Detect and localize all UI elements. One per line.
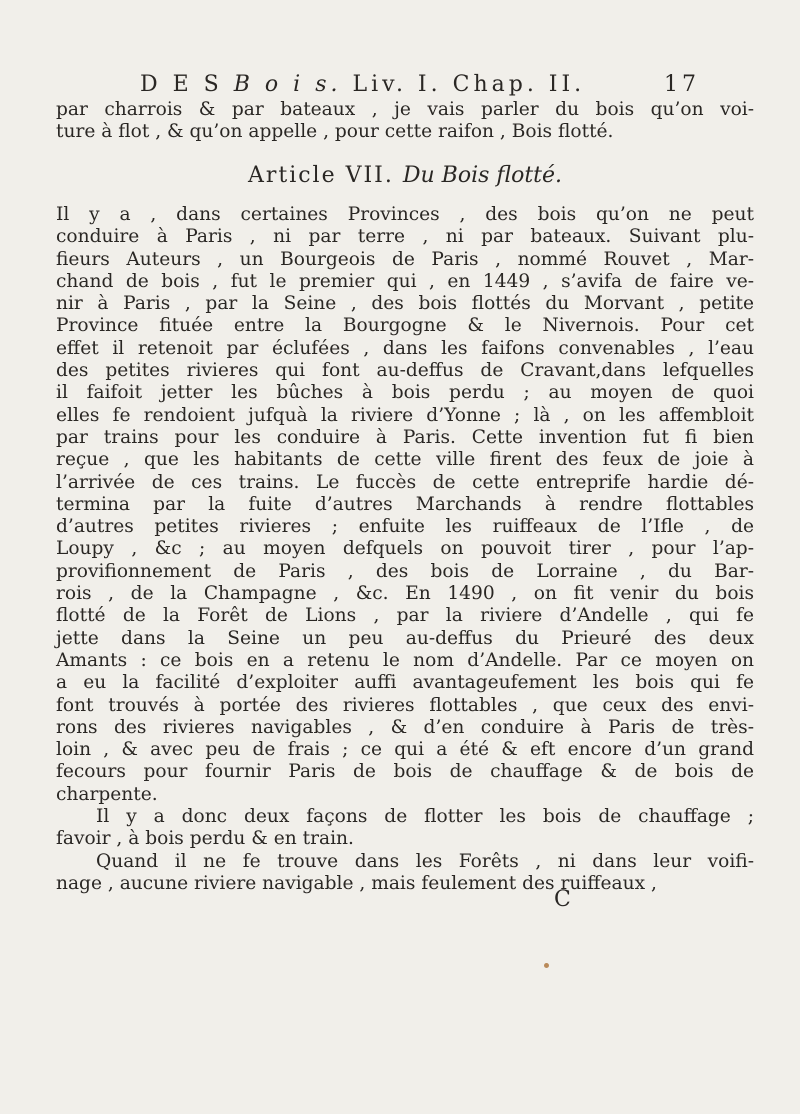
header-left: D E S [140, 72, 223, 97]
article-subtitle: Du Bois flotté. [402, 163, 563, 188]
article-label: Article VII. [247, 163, 394, 188]
text-line: flotté de la Forêt de Lions , par la riviere d’Andelle , qui fe [56, 605, 754, 627]
text-line: elles fe rendoient jufquà la riviere d’Yonne ; là , on les affembloit [56, 404, 754, 426]
article-body [56, 204, 754, 895]
text-line: conduire à Paris , ni par terre , ni par bateaux. Suivant plu- [56, 226, 754, 248]
ink-spot [544, 963, 549, 968]
text-line: par charrois & par bateaux , je vais parler du bois qu’on voi- [56, 99, 754, 120]
text-line: Quand il ne fe trouve dans les Forêts , ni dans leur voifi- [96, 850, 754, 872]
text-line: ture à flot , & qu’on appelle , pour cette raifon , Bois flotté. [56, 121, 614, 143]
text-line: reçue , que les habitants de cette ville firent des feux de joie à [56, 449, 754, 471]
page-number: 17 [664, 72, 700, 97]
text-line: Province fituée entre la Bourgogne & le Nivernois. Pour cet [56, 315, 754, 337]
text-line: charpente. [56, 783, 158, 805]
text-line: chand de bois , fut le premier qui , en 1449 , s’avifa de faire ve- [56, 270, 754, 292]
text-line: des petites rivieres qui font au-deffus de Cravant,dans lefquelles [56, 360, 754, 382]
text-line: jette dans la Seine un peu au-deffus du Prieuré des deux [56, 627, 754, 649]
text-line: effet il retenoit par éclufées , dans les faifons convenables , l’eau [56, 337, 754, 359]
header-title: B o i s. [233, 72, 342, 97]
text-line: a eu la facilité d’exploiter auffi avantageufement les bois qui fe [56, 672, 754, 694]
text-line: nir à Paris , par la Seine , des bois flottés du Morvant , petite [56, 293, 754, 315]
text-line: nage , aucune riviere navigable , mais feulement des ruiffeaux , [56, 872, 657, 894]
text-line: l’arrivée de ces trains. Le fuccès de cette entreprife hardie dé- [56, 471, 754, 493]
text-line: rois , de la Champagne , &c. En 1490 , on fit venir du bois [56, 583, 754, 605]
text-line: favoir , à bois perdu & en train. [56, 828, 354, 850]
text-line: fieurs Auteurs , un Bourgeois de Paris , nommé Rouvet , Mar- [56, 248, 754, 270]
text-line: Il y a , dans certaines Provinces , des bois qu’on ne peut [56, 204, 754, 225]
text-line: termina par la fuite d’autres Marchands à rendre flottables [56, 493, 754, 515]
text-line: rons des rivieres navigables , & d’en conduire à Paris de très- [56, 716, 754, 738]
text-line: loin , & avec peu de frais ; ce qui a été & eft encore d’un grand [56, 739, 754, 761]
text-line: Loupy , &c ; au moyen defquels on pouvoit tirer , pour l’ap- [56, 538, 754, 560]
text-line: font trouvés à portée des rivieres flottables , que ceux des envi- [56, 694, 754, 716]
running-header [140, 72, 700, 97]
header-chapter: Liv. I. Chap. II. [352, 72, 586, 97]
text-line: par trains pour les conduire à Paris. Cette invention fut fi bien [56, 426, 754, 448]
text-line: Il y a donc deux façons de flotter les bois de chauffage ; [96, 806, 754, 828]
text-line: fecours pour fournir Paris de bois de chauffage & de bois de [56, 761, 754, 783]
top-paragraph [56, 99, 754, 144]
text-line: provifionnement de Paris , des bois de Lorraine , du Bar- [56, 560, 754, 582]
text-line: il faifoit jetter les bûches à bois perdu ; au moyen de quoi [56, 382, 754, 404]
text-line: d’autres petites rivieres ; enfuite les ruiffeaux de l’Ifle , de [56, 516, 754, 538]
signature-mark: C [554, 887, 571, 912]
article-heading [56, 163, 754, 188]
text-line: Amants : ce bois en a retenu le nom d’Andelle. Par ce moyen on [56, 649, 754, 671]
